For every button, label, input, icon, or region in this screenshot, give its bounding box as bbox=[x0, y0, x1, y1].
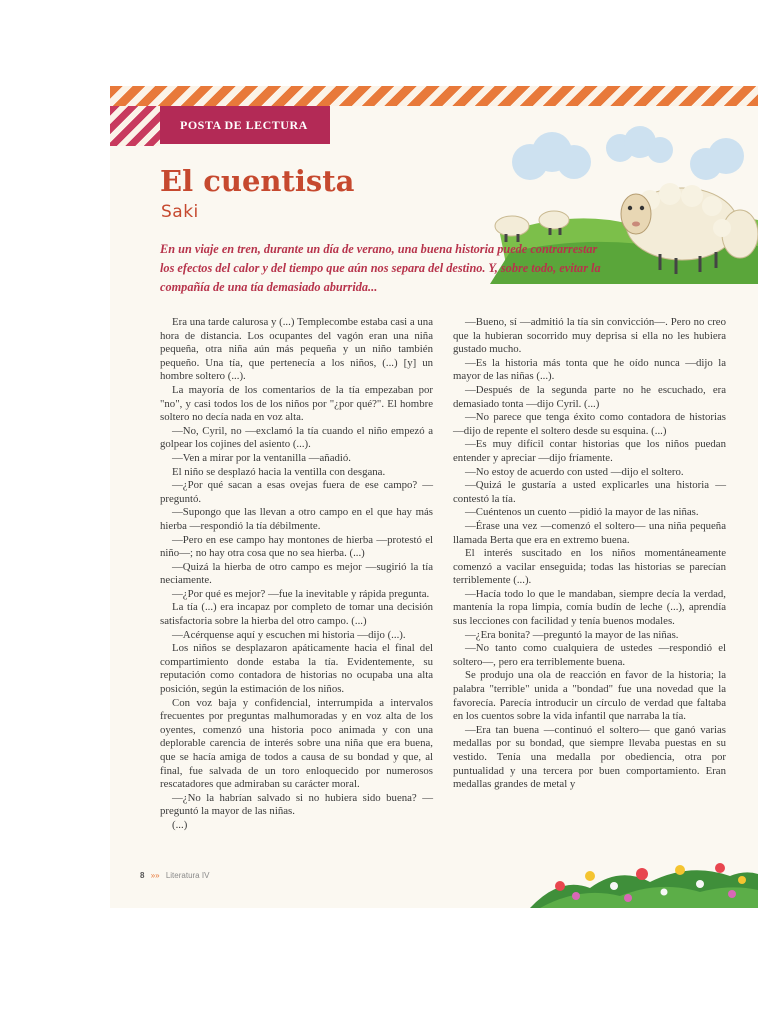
paragraph: —Acérquense aquí y escuchen mi historia —dijo (...). bbox=[172, 628, 406, 641]
paragraph: La mayoría de los comentarios de la tía empezaban por "no", y casi todos los de los niños por "¿por qué?". El hombre soltero no decía nada en voz alta. bbox=[160, 383, 433, 424]
header-stripe-band bbox=[110, 86, 758, 106]
magazine-page bbox=[110, 86, 758, 908]
story-author: Saki bbox=[161, 202, 199, 222]
paragraph: —¿Era bonita? —preguntó la mayor de las niñas. bbox=[465, 628, 679, 641]
flowers-illustration bbox=[530, 846, 758, 908]
paragraph: —Hacía todo lo que le mandaban, siempre decía la verdad, mantenía la ropa limpia, comía budín de leche (...), aprendía sus lecciones con facilidad y tenía buenos modales. bbox=[453, 587, 726, 628]
paragraph: —Es muy difícil contar historias que los niños puedan entender y apreciar —dijo fríamente. bbox=[453, 438, 726, 464]
paragraph: (...) bbox=[172, 818, 188, 831]
paragraph: —Cuéntenos un cuento —pidió la mayor de las niñas. bbox=[465, 506, 699, 519]
story-intro: En un viaje en tren, durante un día de verano, una buena historia puede contrarrestar los efectos del calor y del tiempo que aún nos separa del destino. Y, sobre todo, evitar la compañía de una tía demasiado aburrida... bbox=[160, 242, 601, 294]
story-body bbox=[160, 316, 726, 856]
page-footer bbox=[140, 871, 209, 880]
paragraph: Se produjo una ola de reacción en favor de la historia; la palabra "terrible" unida a "bondad" fue una novedad que la favorecía. Parecía introducir un círculo de verdad que faltaba en los cuentos sobre la vida infantil que narraba la tía. bbox=[453, 669, 726, 723]
paragraph: —Bueno, sí —admitió la tía sin convicción—. Pero no creo que la hubieran socorrido muy deprisa si ella no les hubiera gustado mucho. bbox=[453, 316, 726, 356]
paragraph: —¿Por qué es mejor? —fue la inevitable y rápida pregunta. bbox=[172, 587, 430, 600]
paragraph: La tía (...) era incapaz por completo de tomar una decisión satisfactoria sobre la hierba del otro campo. (...) bbox=[160, 601, 433, 628]
paragraph: El niño se desplazó hacia la ventilla con desgana. bbox=[172, 465, 386, 478]
footer-arrows: »» bbox=[150, 871, 160, 880]
paragraph: —Pero en ese campo hay montones de hierba —protestó el niño—; no hay otra cosa que no sea hierba. (...) bbox=[160, 533, 433, 560]
paragraph: —No, Cyril, no —exclamó la tía cuando el niño empezó a golpear los cojines del asiento (...). bbox=[160, 424, 433, 451]
paragraph: —Es la historia más tonta que he oído nunca —dijo la mayor de las niñas (...). bbox=[453, 356, 726, 383]
paragraph: —No estoy de acuerdo con usted —dijo el soltero. bbox=[465, 465, 684, 478]
paragraph: Los niños se desplazaron apáticamente hacia el final del compartimiento donde estaba la tía. Evidentemente, su reputación como contadora de historias no ocupaba una alta posición, según la estimación de los niños. bbox=[160, 642, 433, 696]
page-number: 8 bbox=[140, 871, 145, 880]
paragraph: —¿Por qué sacan a esas ovejas fuera de ese campo? —preguntó. bbox=[160, 479, 433, 505]
paragraph: —Después de la segunda parte no he escuchado, era demasiado tonta —dijo Cyril. (...) bbox=[453, 383, 726, 410]
paragraph: El interés suscitado en los niños momentáneamente comenzó a vacilar enseguida; todas las historias se parecían terriblemente (...). bbox=[453, 547, 726, 587]
paragraph: Con voz baja y confidencial, interrumpida a intervalos frecuentes por preguntas malhumoradas y en voz alta de los oyentes, comenzó una historia poco animada y con una deplorable carencia de interés sobre una niña que era buena, que se hacía amiga de todos a causa de su bondad y que, al final, fue salvada de un toro enloquecido por numerosos rescatadores que admiraban su carácter moral. bbox=[160, 696, 433, 791]
paragraph: —Supongo que las llevan a otro campo en el que hay más hierba —respondió la tía débilmente. bbox=[160, 506, 433, 532]
paragraph: —Era tan buena —continuó el soltero— que ganó varias medallas por su bondad, que siempre llevaba puestas en su vestido. Tenía una medalla por obediencia, otra por puntualidad y una tercera por buen comportamiento. Eran medallas grandes de metal y bbox=[453, 723, 726, 791]
section-label: POSTA DE LECTURA bbox=[160, 106, 330, 144]
paragraph: Era una tarde calurosa y (...) Templecombe estaba casi a una hora de distancia. Los ocupantes del vagón eran una niña pequeña, otra niña aún más pequeña y un niño también pequeño. Una tía, que pertenecía a los niños, (...) [y] un hombre soltero (...). bbox=[160, 316, 433, 383]
header-pink-stripes bbox=[110, 106, 160, 146]
paragraph: —No parece que tenga éxito como contadora de historias —dijo de repente el soltero desde su esquina. (...) bbox=[453, 411, 726, 437]
paragraph: —Quizá la hierba de otro campo es mejor —sugirió la tía neciamente. bbox=[160, 560, 433, 587]
book-name: Literatura IV bbox=[165, 871, 210, 880]
paragraph: —Quizá le gustaría a usted explicarles una historia —contestó la tía. bbox=[453, 479, 726, 505]
paragraph: —Érase una vez —comenzó el soltero— una niña pequeña llamada Berta que era en extremo buena. bbox=[453, 519, 726, 546]
paragraph: —Ven a mirar por la ventanilla —añadió. bbox=[172, 451, 351, 464]
paragraph: —No tanto como cualquiera de ustedes —respondió el soltero—, pero era terriblemente buena. bbox=[453, 642, 726, 668]
story-title: El cuentista bbox=[160, 164, 355, 198]
paragraph: —¿No la habrían salvado si no hubiera sido buena? —preguntó la mayor de las niñas. bbox=[160, 791, 433, 818]
